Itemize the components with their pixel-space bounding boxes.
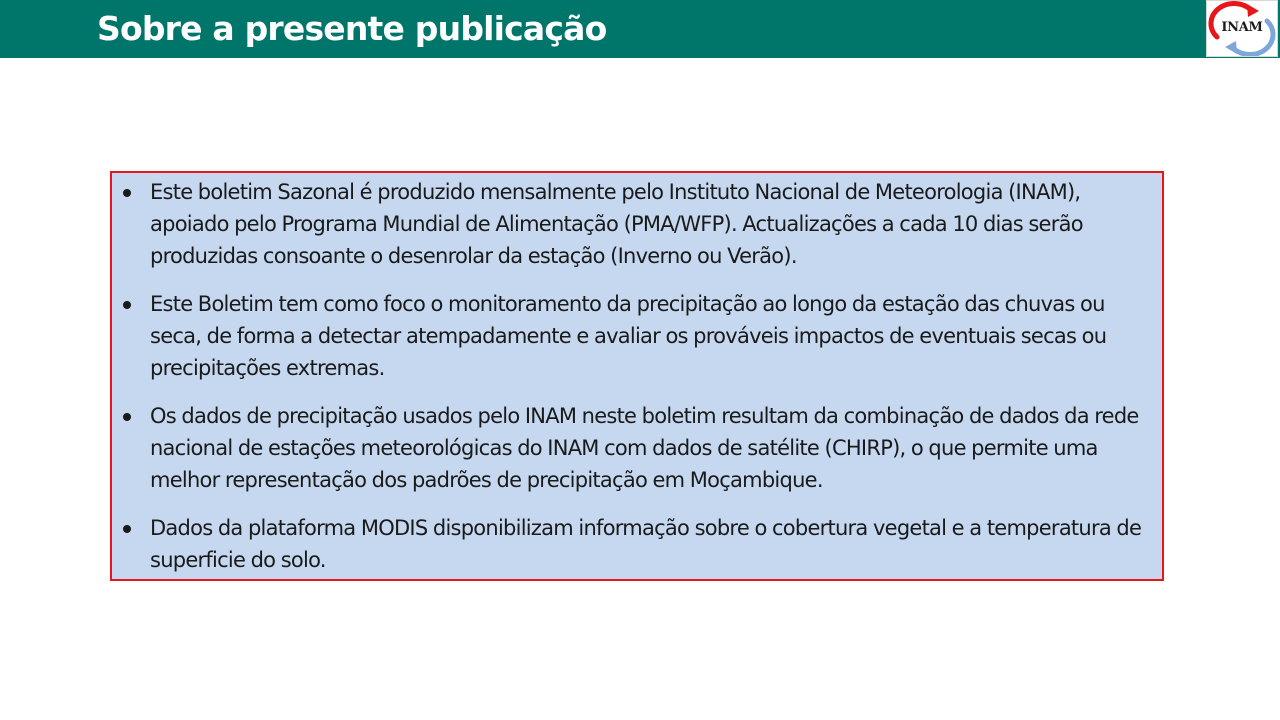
bullet-text: Este boletim Sazonal é produzido mensalmente pelo Instituto Nacional de Meteorologia (INAM), apoiado pelo Programa Mundial de Alimentação (PMA/WFP). Actualizações a cada 10 dias serão produzidas consoante o desenrolar da estação (Inverno ou Verão). <box>150 180 1083 268</box>
bullet-item <box>120 512 1160 576</box>
info-box <box>110 171 1164 581</box>
bullet-dot-icon <box>123 525 131 533</box>
bullet-text: Os dados de precipitação usados pelo INAM neste boletim resultam da combinação de dados da rede nacional de estações meteorológicas do INAM com dados de satélite (CHIRP), o que permite uma melhor representação dos padrões de precipitação em Moçambique. <box>150 404 1139 492</box>
bullet-dot-icon <box>123 189 131 197</box>
bullet-item <box>120 400 1160 496</box>
inam-logo <box>1206 0 1278 57</box>
bullet-item <box>120 288 1160 384</box>
logo-text: INAM <box>1221 20 1263 35</box>
bullet-text: Dados da plataforma MODIS disponibilizam informação sobre o cobertura vegetal e a temperatura de superficie do solo. <box>150 516 1142 572</box>
bullet-dot-icon <box>123 413 131 421</box>
header-bar <box>0 0 1280 58</box>
bullet-dot-icon <box>123 301 131 309</box>
bullet-text: Este Boletim tem como foco o monitoramento da precipitação ao longo da estação das chuvas ou seca, de forma a detectar atempadamente e avaliar os prováveis impactos de eventuais secas ou precipitações extremas. <box>150 292 1107 380</box>
bullet-item <box>120 176 1160 272</box>
bullet-list <box>120 176 1160 592</box>
page-title: Sobre a presente publicação <box>97 9 607 48</box>
